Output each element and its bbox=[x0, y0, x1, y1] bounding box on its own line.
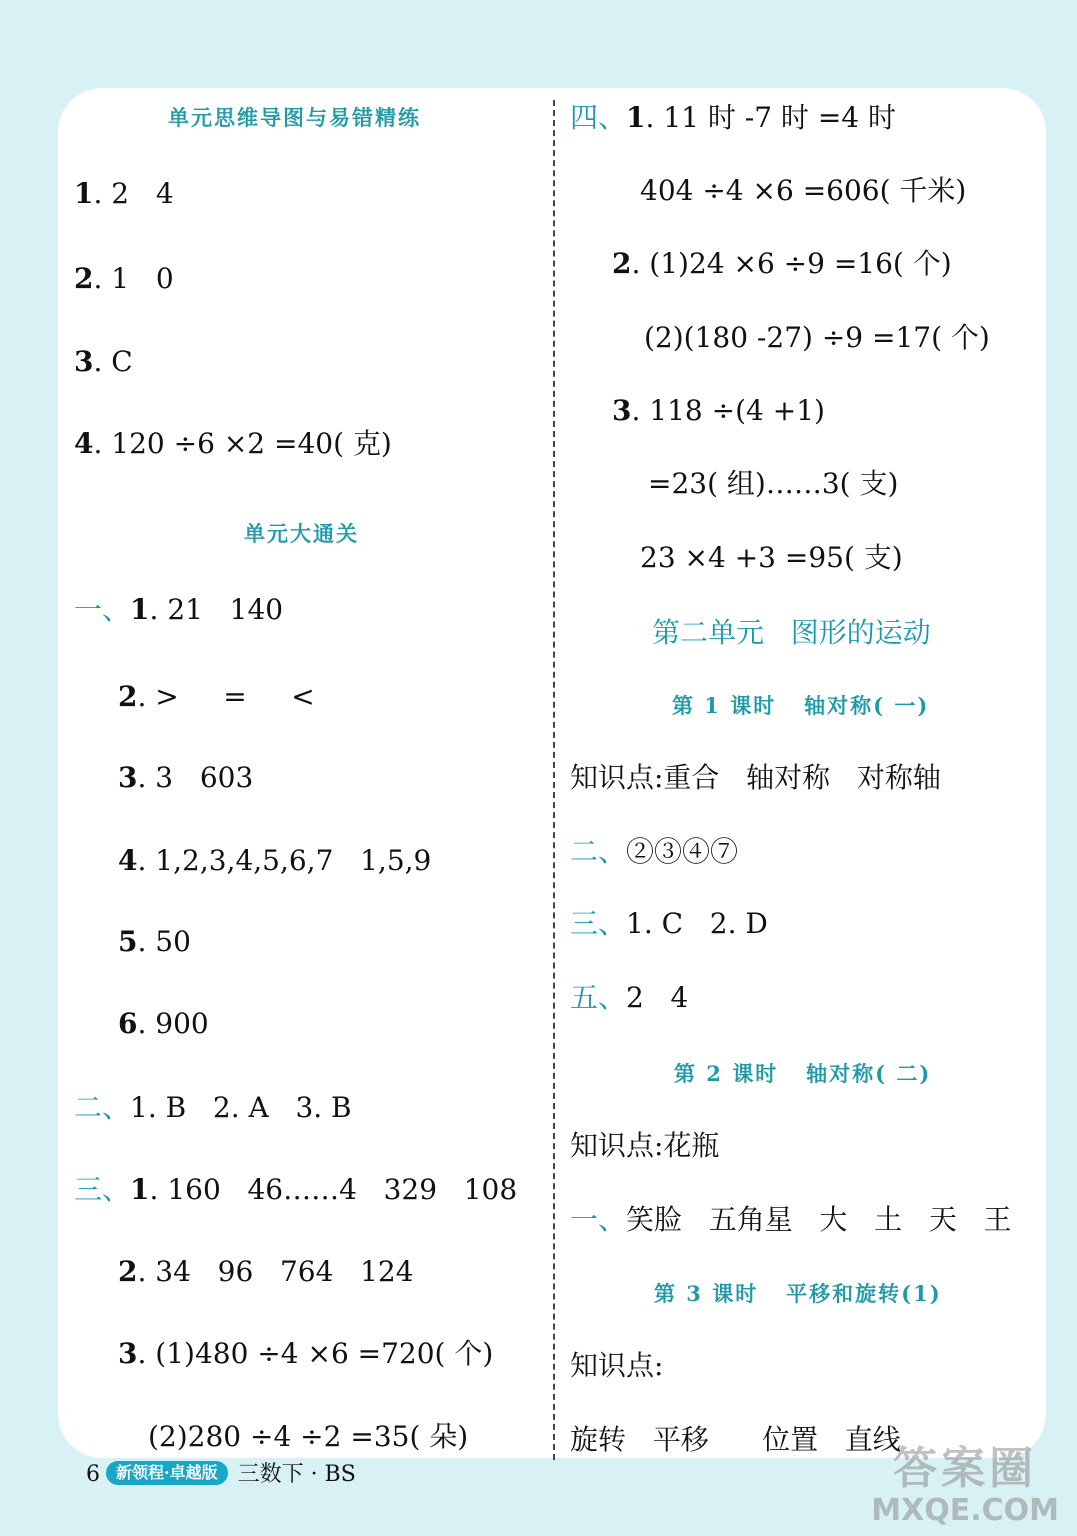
lesson-2-part1-prefix: 一、 bbox=[570, 1203, 627, 1236]
answer-1-text: 2 4 bbox=[111, 177, 174, 210]
lesson-1-part3-text: 1. C 2. D bbox=[626, 907, 768, 940]
page-footer bbox=[86, 1460, 356, 1490]
part1-answer-1: 一、1. 21 140 bbox=[74, 593, 284, 626]
answer-3-text: C bbox=[111, 345, 133, 378]
part1-answer-5: 5. 50 bbox=[118, 925, 191, 958]
answer-1: 1. 2 4 bbox=[74, 177, 174, 210]
part2-answers bbox=[74, 1090, 352, 1126]
lesson-1-part5-prefix: 五、 bbox=[570, 981, 627, 1014]
lesson-1-part2-text: ②③④⑦ bbox=[626, 835, 739, 868]
lesson-1-knowledge: 知识点:重合 轴对称 对称轴 bbox=[570, 761, 941, 794]
part4-answer-2-sub2: (2)(180 -27) ÷9 =17( 个) bbox=[644, 321, 990, 354]
part4-answer-3-line2: =23( 组)……3( 支) bbox=[648, 467, 899, 500]
watermark bbox=[871, 1444, 1059, 1528]
lesson-2-knowledge: 知识点:花瓶 bbox=[570, 1129, 720, 1162]
part4-prefix: 四、 bbox=[570, 101, 627, 134]
part3-answer-2: 2. 34 96 764 124 bbox=[118, 1255, 414, 1288]
answer-2: 2. 1 0 bbox=[74, 262, 174, 295]
lesson-1-part3-prefix: 三、 bbox=[570, 907, 627, 940]
unit-title: 第二单元 图形的运动 bbox=[652, 616, 931, 649]
part3-answer-3-sub2: (2)280 ÷4 ÷2 =35( 朵) bbox=[148, 1420, 469, 1453]
section-heading-unit-test: 单元大通关 bbox=[244, 521, 359, 546]
part1-answer-4-text: 1,2,3,4,5,6,7 1,5,9 bbox=[155, 844, 432, 877]
answer-2-text: 1 0 bbox=[111, 262, 174, 295]
brand-badge: 新领程·卓越版 bbox=[106, 1461, 228, 1485]
part3-answer-3-text: (1)480 ÷4 ×6 =720( 个) bbox=[155, 1337, 494, 1370]
part1-answer-3: 3. 3 603 bbox=[118, 761, 254, 794]
lesson-1-part5 bbox=[570, 980, 688, 1016]
part2-answers-text: 1. B 2. A 3. B bbox=[130, 1091, 352, 1124]
part1-answer-5-text: 50 bbox=[155, 925, 191, 958]
part2-prefix: 二、 bbox=[74, 1091, 131, 1124]
part1-prefix: 一、 bbox=[74, 593, 131, 626]
watermark-url: MXQE.COM bbox=[871, 1493, 1059, 1528]
part1-answer-1-text: 21 140 bbox=[167, 593, 284, 626]
part3-prefix: 三、 bbox=[74, 1173, 131, 1206]
page-number: 6 bbox=[86, 1462, 100, 1487]
part4-answer-2: 2. (1)24 ×6 ÷9 =16( 个) bbox=[612, 247, 952, 280]
book-label: 三数下 · BS bbox=[237, 1462, 356, 1487]
part1-answer-4: 4. 1,2,3,4,5,6,7 1,5,9 bbox=[118, 844, 432, 877]
part4-answer-3-text: 118 ÷(4 +1) bbox=[649, 394, 825, 427]
part3-answer-2-text: 34 96 764 124 bbox=[155, 1255, 414, 1288]
part1-answer-2-text: > = < bbox=[155, 680, 315, 713]
answer-4: 4. 120 ÷6 ×2 =40( 克) bbox=[74, 427, 392, 460]
part4-answer-3-line3: 23 ×4 +3 =95( 支) bbox=[640, 541, 903, 574]
column-divider bbox=[553, 100, 555, 1460]
part1-answer-6-text: 900 bbox=[155, 1007, 209, 1040]
part4-answer-1: 四、1. 11 时 -7 时 =4 时 bbox=[570, 101, 896, 134]
part4-answer-1-line2: 404 ÷4 ×6 =606( 千米) bbox=[640, 174, 967, 207]
part1-answer-2: 2. > = < bbox=[118, 680, 315, 713]
lesson-3-answers: 旋转 平移 位置 直线 bbox=[570, 1423, 901, 1456]
part4-answer-1-text: 11 时 -7 时 =4 时 bbox=[663, 101, 896, 134]
lesson-2-part1 bbox=[570, 1202, 1012, 1238]
answer-3: 3. C bbox=[74, 345, 133, 378]
lesson-1-heading: 第 1 课时 轴对称( 一) bbox=[672, 693, 930, 718]
watermark-logo-text: 答案圈 bbox=[893, 1443, 1038, 1494]
lesson-1-part2-prefix: 二、 bbox=[570, 835, 627, 868]
part3-answer-1: 三、1. 160 46……4 329 108 bbox=[74, 1173, 518, 1206]
part3-answer-1-text: 160 46……4 329 108 bbox=[167, 1173, 518, 1206]
lesson-1-part3 bbox=[570, 906, 768, 942]
lesson-3-knowledge: 知识点: bbox=[570, 1349, 664, 1382]
section-heading-mindmap: 单元思维导图与易错精练 bbox=[168, 105, 421, 130]
part3-answer-3: 3. (1)480 ÷4 ×6 =720( 个) bbox=[118, 1337, 494, 1370]
lesson-2-heading: 第 2 课时 轴对称( 二) bbox=[674, 1061, 932, 1086]
part1-answer-6: 6. 900 bbox=[118, 1007, 209, 1040]
lesson-1-part2 bbox=[570, 834, 738, 870]
lesson-2-part1-text: 笑脸 五角星 大 土 天 王 bbox=[626, 1203, 1012, 1236]
part4-answer-3: 3. 118 ÷(4 +1) bbox=[612, 394, 825, 427]
lesson-1-part5-text: 2 4 bbox=[626, 981, 689, 1014]
part1-answer-3-text: 3 603 bbox=[155, 761, 254, 794]
lesson-3-heading: 第 3 课时 平移和旋转(1) bbox=[654, 1281, 942, 1306]
answer-4-text: 120 ÷6 ×2 =40( 克) bbox=[111, 427, 392, 460]
part4-answer-2-text: (1)24 ×6 ÷9 =16( 个) bbox=[649, 247, 952, 280]
